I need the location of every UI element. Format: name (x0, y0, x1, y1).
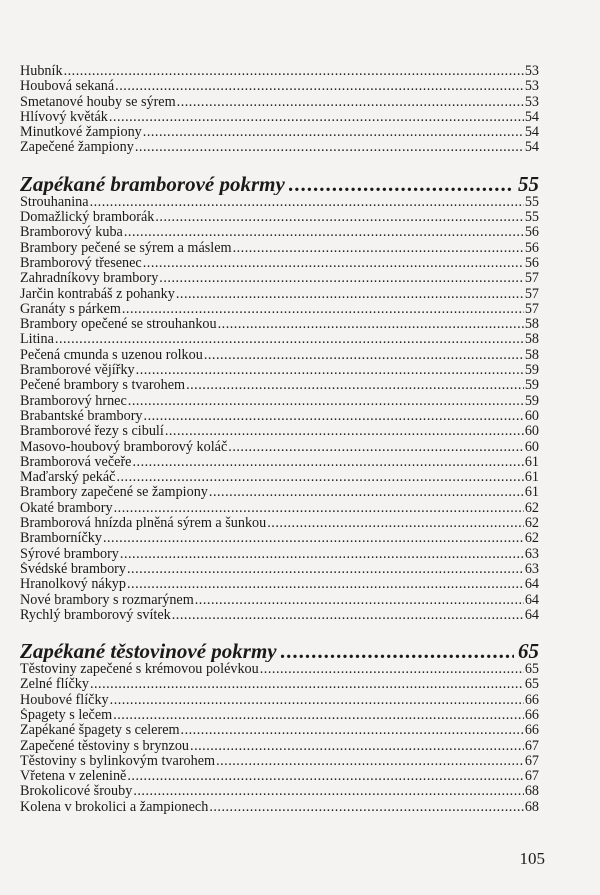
toc-entry-title: Minutkové žampiony (20, 125, 142, 141)
toc-entry-page: 64 (524, 592, 539, 608)
toc-entry-title: Zelné flíčky (20, 677, 89, 693)
toc-entry-page: 56 (524, 225, 539, 241)
toc-entry-title: Bramborový třesenec (20, 255, 142, 271)
toc-entry-page: 58 (524, 317, 539, 333)
toc-entry-page: 53 (524, 94, 539, 110)
dot-leader (143, 256, 524, 271)
toc-entry-title: Pečená cmunda s uzenou rolkou (20, 347, 203, 363)
toc-entry-title: Nové brambory s rozmarýnem (20, 592, 194, 608)
toc-entry-page: 68 (524, 799, 539, 815)
dot-leader (176, 287, 524, 302)
dot-leader (181, 723, 524, 738)
dot-leader (115, 79, 524, 94)
toc-entry-title: Granáty s párkem (20, 301, 121, 317)
toc-entry-page: 53 (524, 79, 539, 95)
toc-section-mushrooms (20, 64, 539, 156)
toc-entry-page: 67 (524, 738, 539, 754)
toc-entry-title: Houbová sekaná (20, 79, 115, 95)
toc-entry[interactable] (20, 562, 539, 577)
toc-entry-title: Hranolkový nákyp (20, 577, 126, 593)
toc-entry[interactable] (20, 593, 539, 608)
toc-entry-title: Hubník (20, 64, 63, 79)
toc-entry-page: 63 (524, 561, 539, 577)
dot-leader (116, 470, 523, 485)
toc-entry-page: 65 (524, 662, 539, 678)
page-number: 105 (519, 849, 545, 868)
toc-entry[interactable] (20, 64, 539, 79)
toc-entry-title: Brambory opečené se strouhankou (20, 317, 217, 333)
toc-entry[interactable] (20, 769, 539, 784)
toc-entry[interactable] (20, 693, 539, 708)
toc-entry[interactable] (20, 784, 539, 799)
section-heading-potato[interactable] (20, 173, 539, 195)
section-heading-title: Zapékané těstovinové pokrmy (20, 640, 277, 663)
dot-leader (209, 485, 524, 500)
dot-leader (114, 501, 524, 516)
dot-leader (90, 195, 524, 210)
dot-leader (103, 531, 524, 546)
toc-entry-title: Zapečené těstoviny s brynzou (20, 738, 190, 754)
dot-leader (209, 800, 524, 815)
toc-entry-page: 54 (524, 125, 539, 141)
dot-leader (165, 424, 524, 439)
dot-leader (122, 302, 524, 317)
dot-leader (120, 547, 524, 562)
dot-leader (127, 577, 524, 592)
dot-leader (144, 409, 524, 424)
dot-leader (127, 769, 523, 784)
toc-entry[interactable] (20, 516, 539, 531)
toc-entry-page: 56 (524, 255, 539, 271)
toc-entry-title: Zapékané špagety s celerem (20, 723, 180, 739)
toc-entry-page: 54 (524, 109, 539, 125)
toc-entry-page: 53 (524, 64, 539, 79)
toc-entry-page: 57 (524, 301, 539, 317)
toc-entry-title: Brokolicové šrouby (20, 784, 133, 800)
dot-leader (110, 693, 524, 708)
toc-entry-title: Švédské brambory (20, 561, 126, 577)
dot-leader (177, 95, 524, 110)
toc-entry-page: 56 (524, 240, 539, 256)
toc-entry-page: 66 (524, 723, 539, 739)
toc-entry[interactable] (20, 739, 539, 754)
toc-entry[interactable] (20, 302, 539, 317)
toc-entry[interactable] (20, 501, 539, 516)
dot-leader (90, 677, 524, 692)
toc-entry-page: 62 (524, 500, 539, 516)
dot-leader (228, 440, 524, 455)
toc-entry-page: 59 (524, 393, 539, 409)
toc-entry-title: Zahradníkovy brambory (20, 271, 159, 287)
toc-entry-page: 65 (524, 677, 539, 693)
toc-entry[interactable] (20, 95, 539, 110)
toc-entry[interactable] (20, 440, 539, 455)
toc-entry[interactable] (20, 577, 539, 592)
toc-entry-title: Litina (20, 332, 54, 348)
toc-entry-page: 68 (524, 784, 539, 800)
section-heading-page: 65 (518, 640, 539, 663)
dot-leader (143, 125, 524, 140)
dot-leader (186, 378, 524, 393)
toc-entry-title: Bramborový kuba (20, 225, 123, 241)
toc-entry[interactable] (20, 225, 539, 240)
toc-entry[interactable] (20, 394, 539, 409)
toc-entry-title: Těstoviny zapečené s krémovou polévkou (20, 662, 259, 678)
dot-leader (127, 562, 524, 577)
toc-entry[interactable] (20, 241, 539, 256)
toc-entry[interactable] (20, 287, 539, 302)
dot-leader (133, 784, 524, 799)
toc-entry[interactable] (20, 363, 539, 378)
toc-entry-title: Těstoviny s bylinkovým tvarohem (20, 753, 216, 769)
toc-entry-page: 57 (524, 286, 539, 302)
toc-entry[interactable] (20, 662, 539, 677)
dot-leader (204, 348, 524, 363)
toc-entry-page: 55 (524, 194, 539, 210)
section-heading-title: Zapékané bramborové pokrmy (20, 172, 285, 195)
dot-leader (135, 140, 524, 155)
dot-leader (289, 173, 514, 195)
toc-entry-page: 59 (524, 378, 539, 394)
dot-leader (216, 754, 524, 769)
dot-leader (155, 210, 523, 225)
toc-entry[interactable] (20, 348, 539, 363)
toc-entry-page: 67 (524, 753, 539, 769)
toc-entry[interactable] (20, 110, 539, 125)
toc-entry[interactable] (20, 754, 539, 769)
section-heading-page: 55 (518, 172, 539, 195)
dot-leader (124, 225, 524, 240)
toc-entry-page: 61 (524, 470, 539, 486)
toc-entry-page: 58 (524, 347, 539, 363)
toc-entry-page: 66 (524, 707, 539, 723)
toc-entry-page: 61 (524, 454, 539, 470)
toc-section-pasta (20, 662, 539, 815)
toc-entry[interactable] (20, 317, 539, 332)
dot-leader (195, 593, 524, 608)
table-of-contents (20, 64, 539, 815)
dot-leader (260, 662, 524, 677)
toc-entry-page: 62 (524, 516, 539, 532)
dot-leader (113, 708, 524, 723)
toc-entry-title: Smetanové houby se sýrem (20, 94, 176, 110)
toc-entry-page: 66 (524, 692, 539, 708)
dot-leader (281, 640, 514, 662)
toc-entry[interactable] (20, 409, 539, 424)
toc-entry-title: Bramborové vějířky (20, 363, 135, 379)
toc-entry[interactable] (20, 424, 539, 439)
dot-leader (109, 110, 524, 125)
toc-entry-page: 57 (524, 271, 539, 287)
section-heading-pasta[interactable] (20, 640, 539, 662)
toc-entry-title: Masovo-houbový bramborový koláč (20, 439, 228, 455)
toc-entry-title: Brabantské brambory (20, 408, 143, 424)
toc-entry-page: 64 (524, 607, 539, 623)
toc-entry-title: Domažlický bramborák (20, 210, 155, 226)
toc-entry-title: Špagety s lečem (20, 707, 113, 723)
toc-entry[interactable] (20, 378, 539, 393)
toc-entry[interactable] (20, 547, 539, 562)
toc-entry[interactable] (20, 708, 539, 723)
dot-leader (55, 332, 524, 347)
dot-leader (128, 394, 524, 409)
dot-leader (172, 608, 524, 623)
toc-entry[interactable] (20, 608, 539, 623)
toc-entry-title: Kolena v brokolici a žampionech (20, 799, 209, 815)
toc-entry[interactable] (20, 485, 539, 500)
toc-entry[interactable] (20, 677, 539, 692)
toc-entry-page: 60 (524, 408, 539, 424)
toc-entry[interactable] (20, 531, 539, 546)
dot-leader (190, 739, 524, 754)
dot-leader (64, 64, 524, 79)
toc-entry[interactable] (20, 723, 539, 738)
toc-entry[interactable] (20, 455, 539, 470)
toc-entry-title: Houbové flíčky (20, 692, 109, 708)
toc-entry[interactable] (20, 210, 539, 225)
toc-entry-title: Bramborová hnízda plněná sýrem a šunkou (20, 516, 267, 532)
toc-entry-page: 64 (524, 577, 539, 593)
dot-leader (267, 516, 524, 531)
toc-entry-title: Brambory pečené se sýrem a máslem (20, 240, 232, 256)
toc-entry-title: Zapečené žampiony (20, 140, 134, 156)
toc-entry[interactable] (20, 195, 539, 210)
toc-entry-title: Bramborníčky (20, 531, 102, 547)
dot-leader (159, 271, 524, 286)
dot-leader (218, 317, 524, 332)
toc-entry-title: Brambory zapečené se žampiony (20, 485, 208, 501)
toc-entry-title: Jarčin kontrabáš z pohanky (20, 286, 175, 302)
dot-leader (136, 363, 524, 378)
dot-leader (132, 455, 523, 470)
toc-entry-page: 63 (524, 546, 539, 562)
toc-entry-title: Bramborový hrnec (20, 393, 127, 409)
toc-entry-title: Maďarský pekáč (20, 470, 116, 486)
toc-entry-title: Bramborové řezy s cibulí (20, 424, 164, 440)
toc-entry-page: 60 (524, 424, 539, 440)
toc-entry-page: 55 (524, 210, 539, 226)
toc-entry-page: 59 (524, 363, 539, 379)
toc-entry[interactable] (20, 79, 539, 94)
toc-entry-page: 58 (524, 332, 539, 348)
toc-entry[interactable] (20, 256, 539, 271)
toc-entry-title: Vřetena v zelenině (20, 769, 127, 785)
dot-leader (233, 241, 524, 256)
toc-entry[interactable] (20, 140, 539, 155)
toc-entry-title: Hlívový květák (20, 109, 108, 125)
toc-entry[interactable] (20, 332, 539, 347)
toc-entry[interactable] (20, 470, 539, 485)
toc-section-potato (20, 195, 539, 623)
toc-entry-page: 67 (524, 769, 539, 785)
toc-entry[interactable] (20, 125, 539, 140)
toc-entry-title: Okaté brambory (20, 500, 113, 516)
toc-entry-page: 54 (524, 140, 539, 156)
toc-entry-title: Pečené brambory s tvarohem (20, 378, 186, 394)
toc-entry-title: Bramborová večeře (20, 454, 132, 470)
toc-entry[interactable] (20, 271, 539, 286)
toc-entry-title: Strouhanina (20, 194, 89, 210)
toc-entry-title: Sýrové brambory (20, 546, 119, 562)
toc-entry-page: 60 (524, 439, 539, 455)
toc-entry-page: 61 (524, 485, 539, 501)
toc-entry[interactable] (20, 800, 539, 815)
toc-entry-page: 62 (524, 531, 539, 547)
toc-entry-title: Rychlý bramborový svítek (20, 607, 171, 623)
